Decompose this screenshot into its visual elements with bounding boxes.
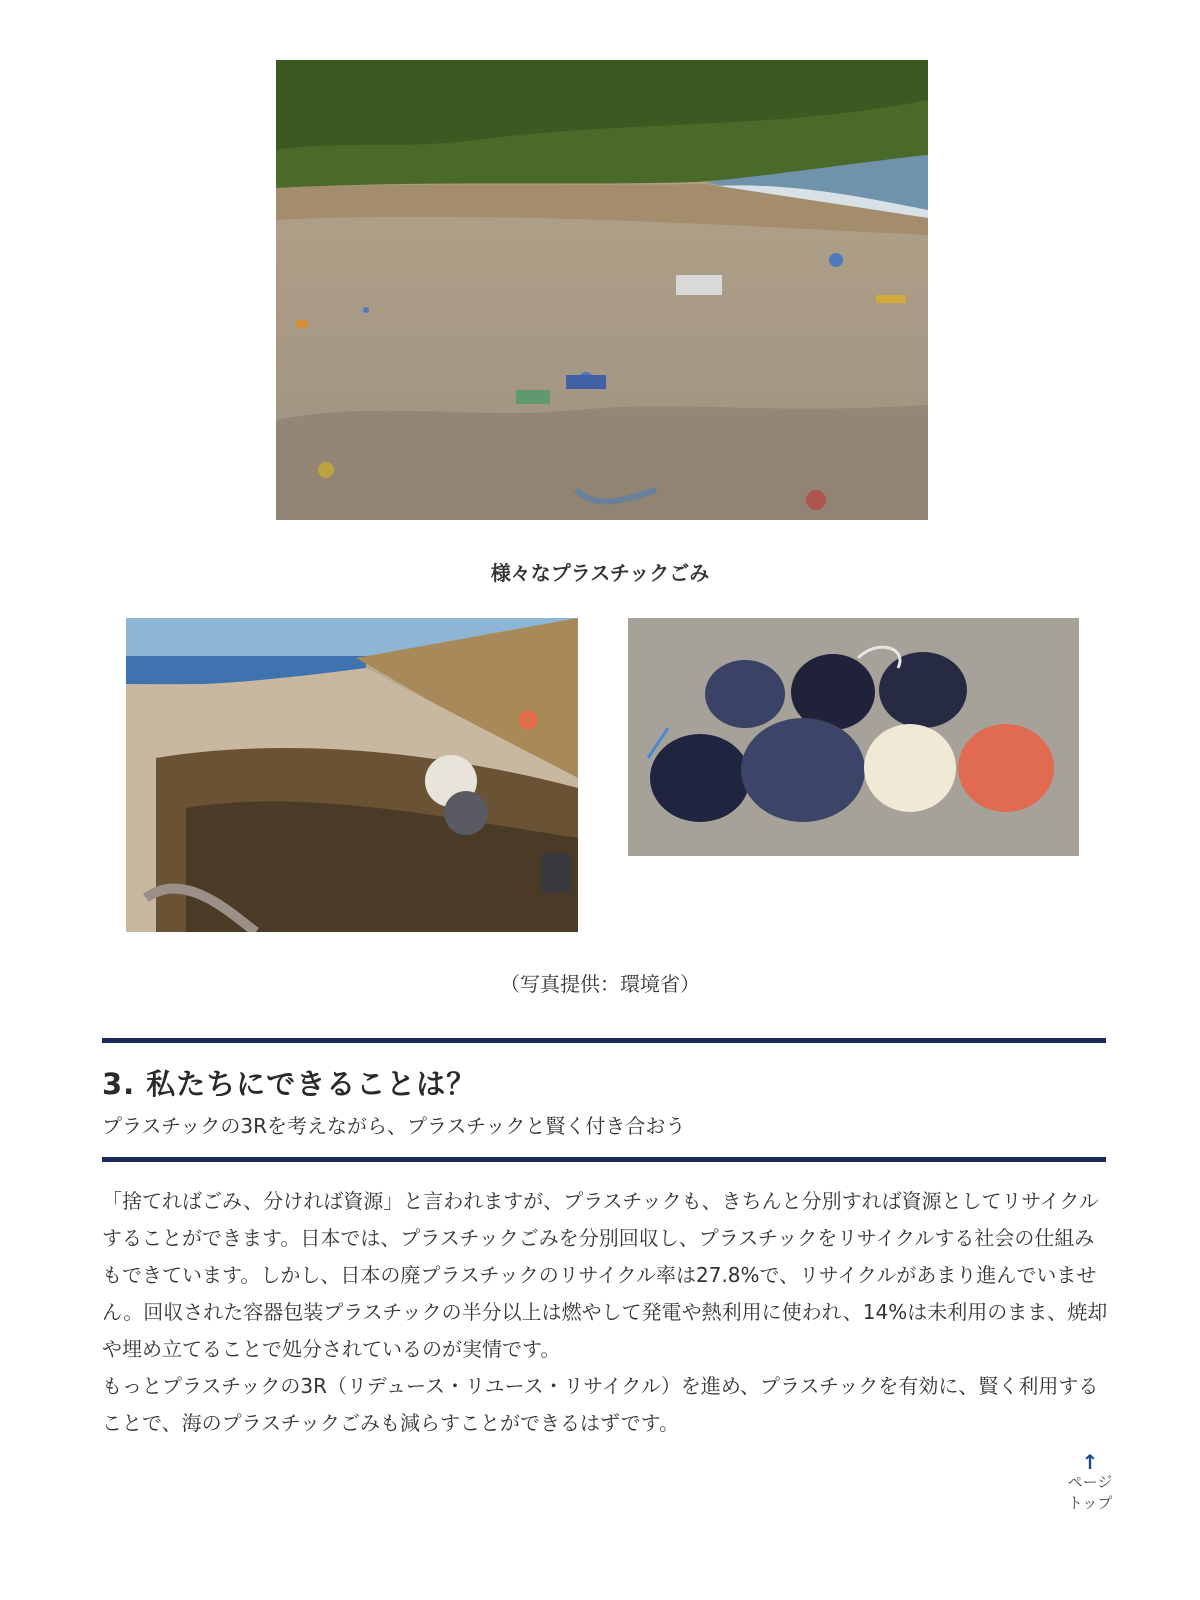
up-arrow-icon: ↑: [1081, 1450, 1099, 1474]
main-photo-caption: 様々なプラスチックごみ: [490, 561, 710, 585]
driftwood-debris-photo: [126, 618, 578, 932]
page-top-button[interactable]: [1050, 1452, 1130, 1532]
section-rule-bottom: [102, 1157, 1106, 1162]
photo-credit: （写真提供：環境省）: [500, 972, 700, 996]
section-subtitle: プラスチックの3Rを考えながら、プラスチックと賢く付き合おう: [102, 1114, 686, 1138]
page-top-label-2: トップ: [1067, 1494, 1113, 1512]
body-text: [102, 1183, 1108, 1442]
body-paragraph-1: 「捨てればごみ、分ければ資源」と言われますが、プラスチックも、きちんと分別すれば資源としてリサイクルすることができます。日本では、プラスチックごみを分別回収し、プラスチックをリサイクルする社会の仕組みもできています。しかし、日本の廃プラスチックのリサイクル率は27.8%で、リサイクルがあまり進んでいません。回収された容器包装プラスチックの半分以上は燃やして発電や熱利用に使われ、14%は未利用のまま、焼却や埋め立てることで処分されているのが実情です。: [102, 1189, 1108, 1361]
fishing-floats-photo: [628, 618, 1079, 856]
section-title: 3. 私たちにできることは？: [102, 1067, 477, 1101]
section-rule-top: [102, 1038, 1106, 1043]
body-paragraph-2: もっとプラスチックの3R（リデュース・リユース・リサイクル）を進め、プラスチックを有効に、賢く利用することで、海のプラスチックごみも減らすことができるはずです。: [102, 1374, 1099, 1435]
page-top-label-1: ページ: [1067, 1473, 1113, 1491]
beach-litter-photo: [276, 60, 928, 520]
